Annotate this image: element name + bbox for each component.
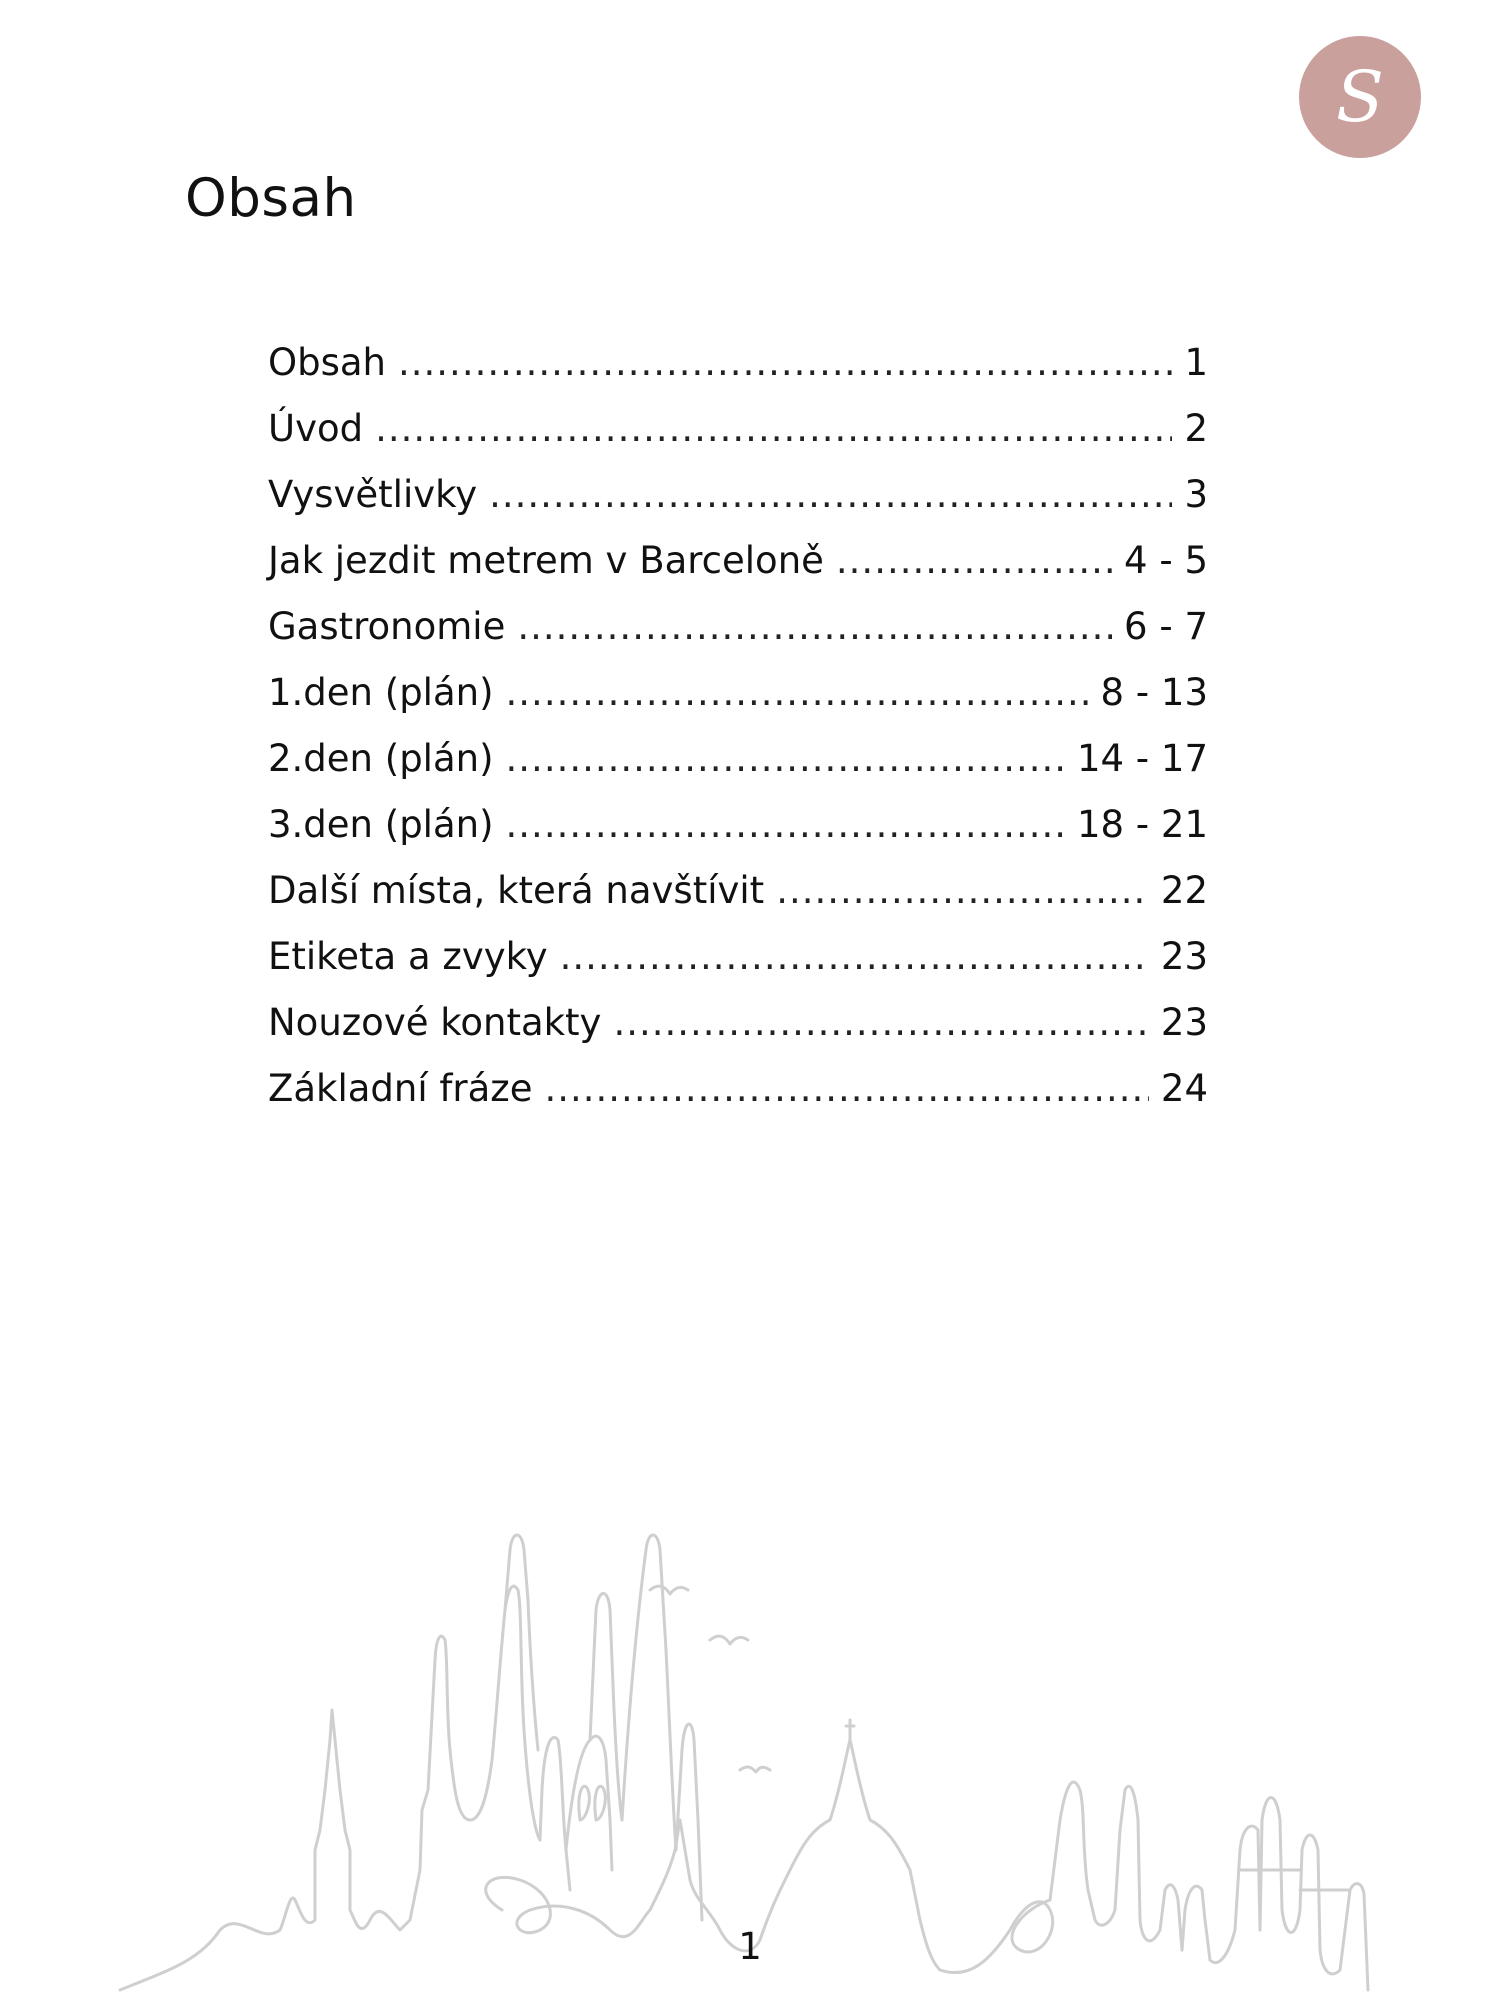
toc-entry-page: 23 (1160, 1001, 1208, 1044)
toc-entry-label: Úvod (268, 407, 364, 450)
dot-leader (506, 726, 1065, 792)
dot-leader (560, 924, 1149, 990)
logo-letter: S (1336, 56, 1384, 138)
toc-entry-label: 2.den (plán) (268, 737, 494, 780)
barcelona-skyline-illustration (110, 1490, 1390, 2000)
toc-entry-label: Gastronomie (268, 605, 506, 648)
toc-entry[interactable] (268, 1056, 1208, 1122)
toc-entry-label: Vysvětlivky (268, 473, 478, 516)
dot-leader (613, 990, 1148, 1056)
toc-entry[interactable] (268, 594, 1208, 660)
toc-entry-page: 22 (1160, 869, 1208, 912)
dot-leader (506, 660, 1089, 726)
toc-entry-page: 24 (1160, 1067, 1208, 1110)
toc-entry-label: Etiketa a zvyky (268, 935, 548, 978)
toc-entry-label: Další místa, která navštívit (268, 869, 765, 912)
toc-entry-page: 6 - 7 (1124, 605, 1208, 648)
dot-leader (544, 1056, 1148, 1122)
toc-entry[interactable] (268, 990, 1208, 1056)
toc-entry[interactable] (268, 924, 1208, 990)
toc-entry[interactable] (268, 660, 1208, 726)
dot-leader (506, 792, 1065, 858)
toc-entry[interactable] (268, 792, 1208, 858)
table-of-contents (268, 330, 1208, 1122)
toc-entry-page: 23 (1160, 935, 1208, 978)
toc-entry-label: Základní fráze (268, 1067, 533, 1110)
brand-logo (1299, 36, 1421, 158)
toc-entry-label: Jak jezdit metrem v Barceloně (268, 539, 824, 582)
toc-entry-label: Obsah (268, 341, 387, 384)
dot-leader (398, 330, 1172, 396)
toc-entry[interactable] (268, 528, 1208, 594)
page-number: 1 (738, 1925, 762, 1968)
toc-entry-page: 18 - 21 (1076, 803, 1208, 846)
toc-entry[interactable] (268, 330, 1208, 396)
dot-leader (517, 594, 1112, 660)
toc-entry-page: 3 (1184, 473, 1208, 516)
dot-leader (489, 462, 1172, 528)
page-title: Obsah (185, 168, 357, 229)
toc-entry-label: Nouzové kontakty (268, 1001, 602, 1044)
toc-entry[interactable] (268, 726, 1208, 792)
toc-entry-label: 3.den (plán) (268, 803, 494, 846)
toc-entry[interactable] (268, 462, 1208, 528)
dot-leader (836, 528, 1112, 594)
toc-entry[interactable] (268, 858, 1208, 924)
toc-entry-page: 14 - 17 (1076, 737, 1208, 780)
toc-entry[interactable] (268, 396, 1208, 462)
toc-entry-label: 1.den (plán) (268, 671, 494, 714)
toc-entry-page: 2 (1184, 407, 1208, 450)
dot-leader (776, 858, 1149, 924)
dot-leader (375, 396, 1172, 462)
toc-entry-page: 4 - 5 (1124, 539, 1208, 582)
toc-entry-page: 1 (1184, 341, 1208, 384)
toc-entry-page: 8 - 13 (1100, 671, 1208, 714)
